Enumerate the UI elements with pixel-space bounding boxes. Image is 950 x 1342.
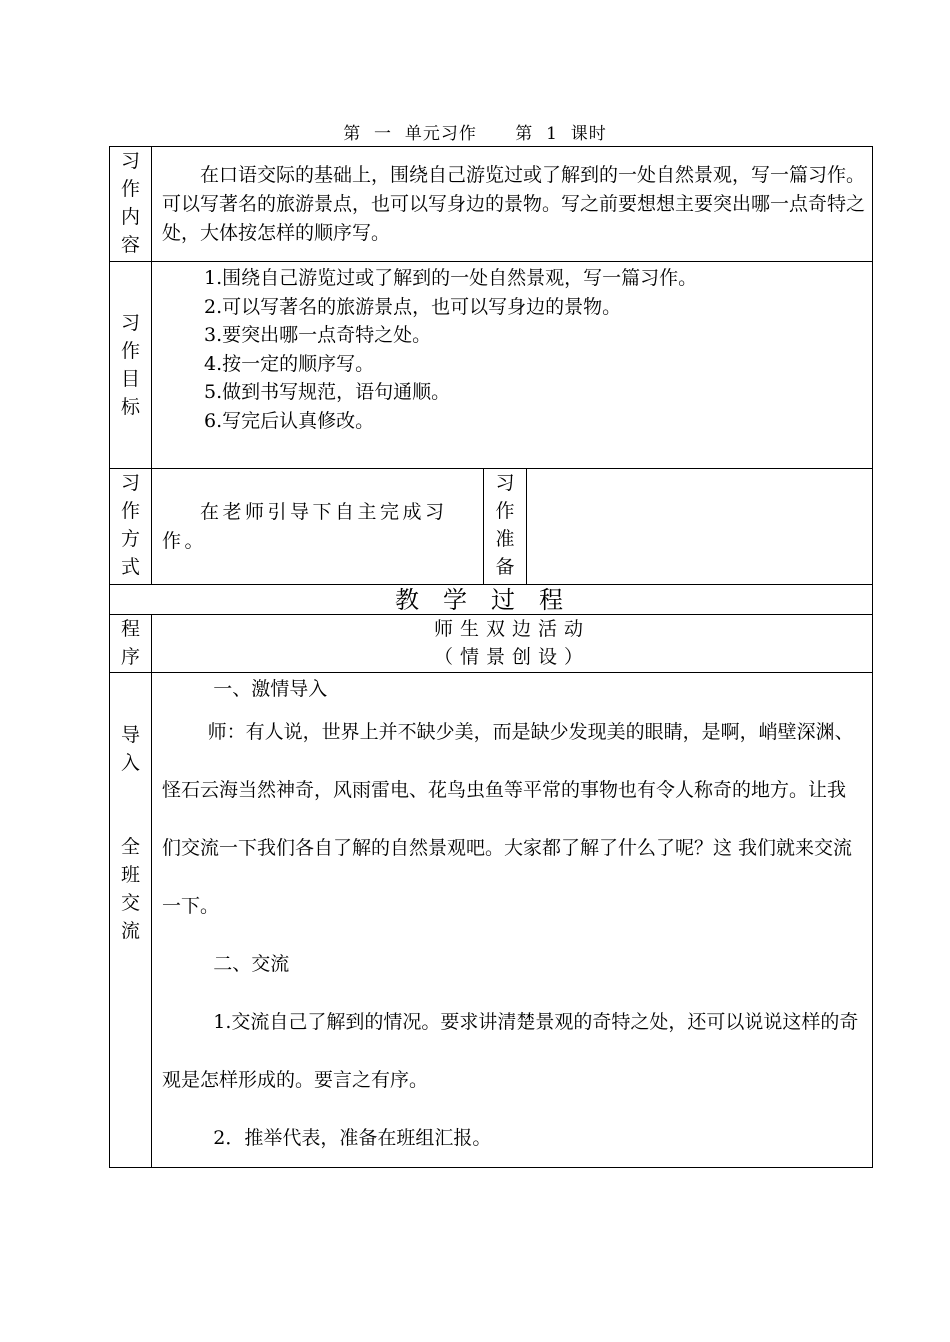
goal-item: 1.围绕自己游览过或了解到的一处自然景观，写一篇习作。	[204, 267, 698, 289]
label-content: 习 作 内 容	[110, 147, 152, 262]
content-text-cell	[152, 147, 873, 262]
goal-item: 4.按一定的顺序写。	[204, 352, 375, 375]
goal-item: 3.要突出哪一点奇特之处。	[204, 324, 432, 346]
label-goals: 习 作 目 标	[110, 262, 152, 469]
goals-list	[152, 262, 873, 469]
row-header	[110, 615, 873, 673]
label-preparation: 习 作 准 备	[484, 469, 527, 585]
heading-exchange: 二、交流	[213, 953, 290, 975]
preparation-value	[527, 469, 873, 585]
goal-item: 5.做到书写规范，语句通顺。	[204, 381, 451, 403]
row-content	[110, 147, 873, 262]
activity-header-line1: 师生双边活动	[434, 618, 591, 640]
activity-header	[152, 615, 873, 673]
paragraph-exchange-1: 1.交流自己了解到的情况。要求讲清楚景观的奇特之处，还可以说说这样的奇观是怎样形成的。要言之有序。	[162, 1011, 859, 1091]
content-text: 在口语交际的基础上，围绕自己游览过或了解到的一处自然景观，写一篇习作。可以写著名的旅游景点，也可以写身边的景物。写之前要想想主要突出哪一点奇特之处，大体按怎样的顺序写。	[162, 164, 866, 244]
row-goals	[110, 262, 873, 469]
row-main	[110, 673, 873, 1168]
lesson-plan-table	[109, 146, 873, 1168]
goal-item: 6.写完后认真修改。	[204, 409, 375, 432]
heading-intro: 一、激情导入	[213, 678, 328, 700]
mode-text-cell	[152, 469, 484, 585]
row-process-title	[110, 585, 873, 615]
label-stage: 导 入 全 班 交 流	[110, 673, 152, 1168]
paragraph-teacher: 师：有人说，世界上并不缺少美，而是缺少发现美的眼睛，是啊，峭壁深渊、怪石云海当然神奇，风雨雷电、花鸟虫鱼等平常的事物也有令人称奇的地方。让我们交流一下我们各自了解的自然景观吧。大家都了解了什么了呢？这 我们就来交流一下。	[162, 721, 854, 917]
page-title: 第 一 单元习作 第 1 课时	[343, 124, 607, 144]
label-procedure: 程 序	[110, 615, 152, 673]
row-mode	[110, 469, 873, 585]
paragraph-exchange-2: 2．推举代表，准备在班组汇报。	[213, 1127, 492, 1149]
process-title: 教学过程	[110, 585, 873, 615]
label-mode: 习 作 方 式	[110, 469, 152, 585]
activity-header-line2: （情景创设）	[434, 646, 591, 668]
activity-body	[152, 673, 873, 1168]
mode-text: 在老师引导下自主完成习作。	[162, 500, 448, 552]
goal-item: 2.可以写著名的旅游景点，也可以写身边的景物。	[204, 295, 622, 318]
